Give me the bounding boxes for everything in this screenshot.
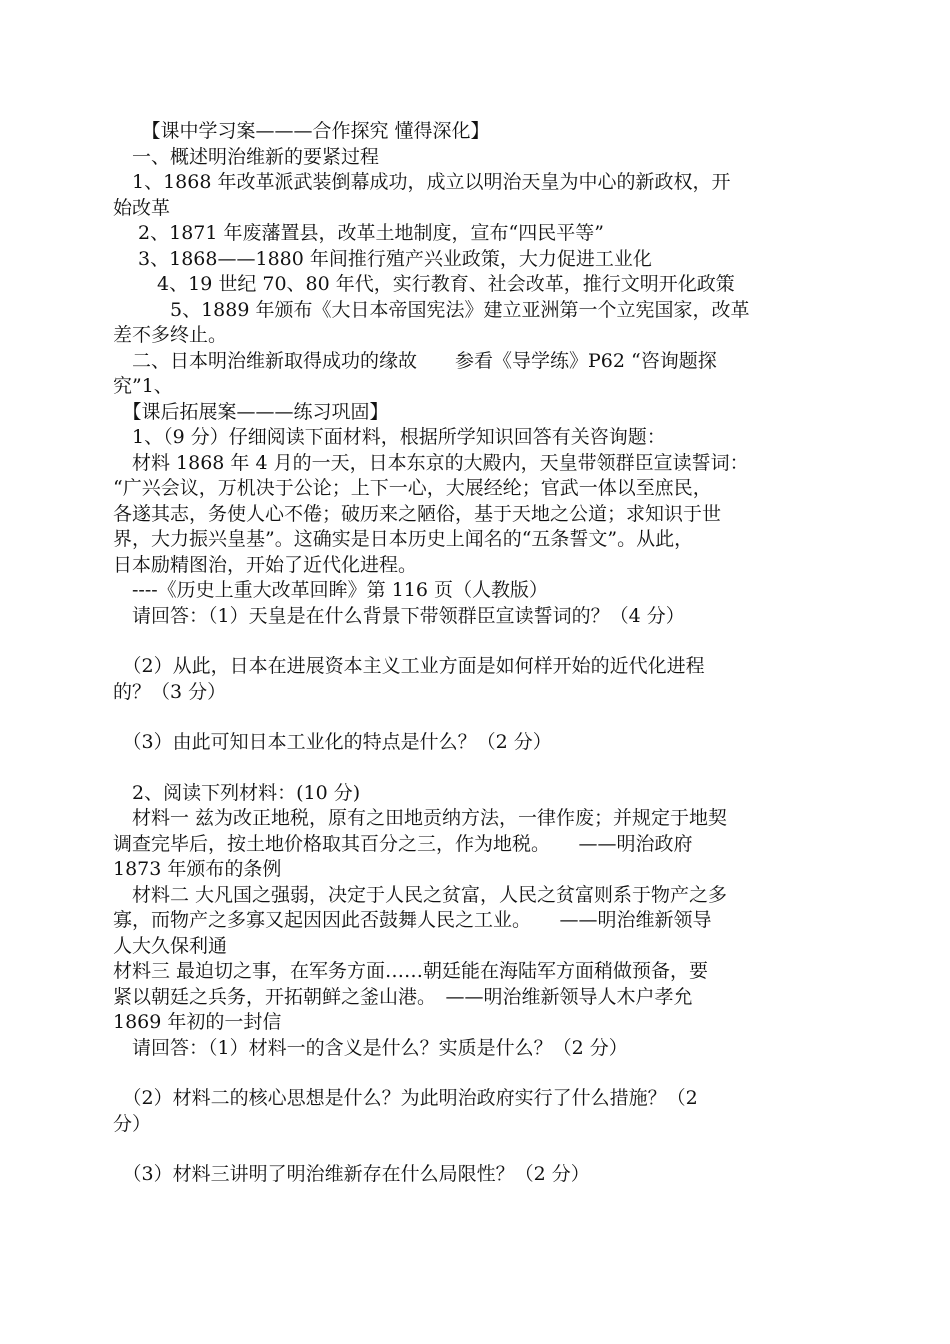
answer-space xyxy=(113,756,835,781)
answer-space xyxy=(113,1061,835,1086)
document-body xyxy=(113,119,835,1188)
question-2-ask-2: （2）材料二的核心思想是什么？为此明治政府实行了什么措施？（2 xyxy=(113,1087,698,1109)
question-2-material-1-line: 调查完毕后，按土地价格取其百分之三，作为地税。 ——明治政府 xyxy=(113,832,693,855)
question-1-ask-2-cont: 的？（3 分） xyxy=(113,680,227,703)
question-2-material-2-line: 寡，而物产之多寡又起因因此否鼓舞人民之工业。 ——明治维新领导 xyxy=(113,909,712,931)
question-2-ask-1: 请回答：（1）材料一的含义是什么？实质是什么？（2 分） xyxy=(113,1036,628,1059)
in-class-section-title: 【课中学习案———合作探究 懂得深化】 xyxy=(113,120,490,142)
question-1-ask-1: 请回答：（1）天皇是在什么背景下带领群臣宣读誓词的？（4 分） xyxy=(113,604,685,627)
answer-space xyxy=(113,629,835,654)
question-2-material-2-line: 材料二 大凡国之强弱，决定于人民之贫富，人民之贫富则系于物产之多 xyxy=(113,883,728,906)
question-1-material-line: “广兴会议，万机决于公论；上下一心，大展经纶；官武一体以至庶民， xyxy=(113,477,712,499)
process-item-3: 3、1868——1880 年间推行殖产兴业政策，大力促进工业化 xyxy=(113,247,652,270)
question-2-material-3-line: 1869 年初的一封信 xyxy=(113,1011,282,1033)
question-1-ask-3: （3）由此可知日本工业化的特点是什么？（2 分） xyxy=(113,731,552,753)
in-class-subheading-2-cont: 究”1、 xyxy=(113,375,173,397)
in-class-subheading-1: 一、概述明治维新的要紧过程 xyxy=(113,145,380,168)
process-item-1-cont: 始改革 xyxy=(113,196,171,219)
question-2-material-3-line: 材料三 最迫切之事，在军务方面……朝廷能在海陆军方面稍做预备，要 xyxy=(113,960,709,982)
answer-space xyxy=(113,705,835,730)
process-item-2: 2、1871 年废藩置县，改革土地制度，宣布“四民平等” xyxy=(113,222,604,244)
question-1-ask-2: （2）从此，日本在进展资本主义工业方面是如何样开始的近代化进程 xyxy=(113,655,705,677)
question-2-ask-3: （3）材料三讲明了明治维新存在什么局限性？（2 分） xyxy=(113,1163,590,1185)
question-1-material-line: 界，大力振兴皇基”。这确实是日本历史上闻名的“五条誓文”。从此， xyxy=(113,528,694,550)
after-class-section-title: 【课后拓展案———练习巩固】 xyxy=(113,400,389,423)
process-item-5: 5、1889 年颁布《大日本帝国宪法》建立亚洲第一个立宪国家，改革 xyxy=(113,298,750,321)
question-2-material-1-line: 1873 年颁布的条例 xyxy=(113,858,282,880)
question-1-material-line: 各遂其志，务使人心不倦；破历来之陋俗，基于天地之公道；求知识于世 xyxy=(113,502,722,525)
question-2-heading: 2、阅读下列材料：(10 分) xyxy=(113,781,361,804)
question-1-material-line: 日本励精图治，开始了近代化进程。 xyxy=(113,553,418,576)
question-2-ask-2-cont: 分） xyxy=(113,1112,152,1135)
process-item-4: 4、19 世纪 70、80 年代，实行教育、社会改革，推行文明开化政策 xyxy=(113,273,735,295)
process-item-1: 1、1868 年改革派武装倒幕成功，成立以明治天皇为中心的新政权，开 xyxy=(113,171,731,193)
question-1-material-line: 材料 1868 年 4 月的一天，日本东京的大殿内，天皇带领群臣宣读誓词： xyxy=(113,451,749,474)
question-2-material-2-line: 人大久保利通 xyxy=(113,934,228,957)
question-1-heading: 1、（9 分）仔细阅读下面材料，根据所学知识回答有关咨询题： xyxy=(113,426,666,448)
in-class-subheading-2: 二、日本明治维新取得成功的缘故 参看《导学练》P62 “咨询题探 xyxy=(113,349,717,372)
process-item-5-cont: 差不多终止。 xyxy=(113,324,228,346)
question-1-source: ----《历史上重大改革回眸》第 116 页（人教版） xyxy=(113,579,549,601)
question-2-material-3-line: 紧以朝廷之兵务，开拓朝鲜之釜山港。 ——明治维新领导人木户孝允 xyxy=(113,985,693,1008)
answer-space xyxy=(113,1137,835,1162)
question-2-material-1-line: 材料一 兹为改正地税，原有之田地贡纳方法，一律作废；并规定于地契 xyxy=(113,807,728,829)
